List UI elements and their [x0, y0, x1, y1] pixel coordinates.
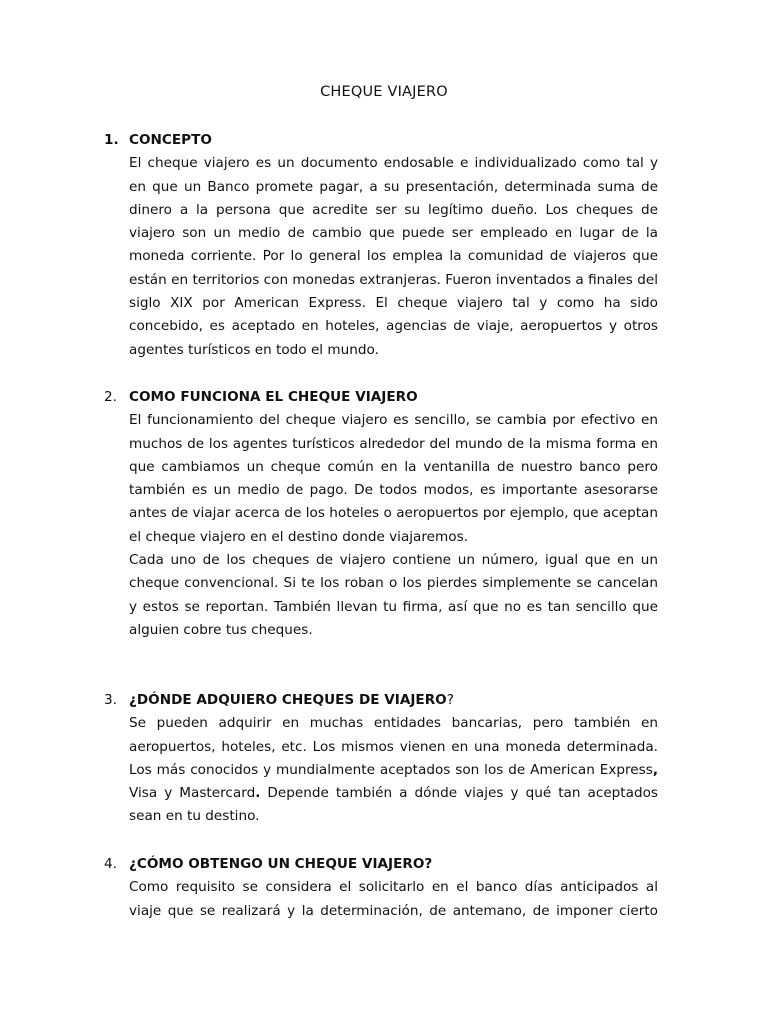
document-title: CHEQUE VIAJERO: [320, 84, 448, 100]
section-number: 4.: [104, 856, 117, 872]
paragraph-text: Se pueden adquirir en muchas entidades bancarias, pero también en aeropuertos, hoteles, etc. Los mismos vienen en una moneda determinada. Los más conocidos y mundialmente aceptados son los de American Express: [129, 715, 658, 778]
section-body: [129, 876, 658, 923]
section-concepto: [104, 129, 658, 362]
section-heading: [104, 129, 658, 152]
section-como-funciona: [104, 386, 658, 642]
section-title-suffix: ?: [446, 692, 454, 708]
section-heading: [104, 689, 658, 712]
paragraph-bold-period: .: [255, 785, 261, 802]
section-heading: [104, 853, 658, 876]
section-heading: [104, 386, 658, 409]
paragraph: El funcionamiento del cheque viajero es sencillo, se cambia por efectivo en muchos de los agentes turísticos alrededor del mundo de la misma forma en que cambiamos un cheque común en la ventanilla de nuestro banco pero también es un medio de pago. De todos modos, es importante asesorarse antes de viajar acerca de los hoteles o aeropuertos por ejemplo, que aceptan el cheque viajero en el destino donde viajaremos.: [129, 412, 658, 545]
paragraph-text: Visa y Mastercard: [129, 785, 256, 802]
paragraph: El cheque viajero es un documento endosable e individualizado como tal y en que un Banco promete pagar, a su presentación, determinada suma de dinero a la persona que acredite ser su legítimo dueño. Los cheques de viajero son un medio de cambio que puede ser empleado en lugar de la moneda corriente. Por lo general los emplea la comunidad de viajeros que están en territorios con monedas extranjeras. Fueron inventados a finales del siglo XIX por American Express. El cheque viajero tal y como ha sido concebido, es aceptado en hoteles, agencias de viaje, aeropuertos y otros agentes turísticos en todo el mundo.: [129, 155, 658, 358]
section-donde-adquiero: [104, 689, 658, 829]
section-body: [129, 712, 658, 828]
section-body: [129, 152, 658, 362]
section-number: 1.: [104, 132, 119, 148]
section-number: 3.: [104, 692, 117, 708]
paragraph: [129, 712, 658, 828]
section-title-text: ¿DÓNDE ADQUIERO CHEQUES DE VIAJERO: [129, 692, 447, 708]
section-title: CONCEPTO: [129, 132, 212, 148]
paragraph-bold-comma: ,: [652, 761, 658, 778]
paragraph: Como requisito se considera el solicitarlo en el banco días anticipados al viaje que se realizará y la determinación, de antemano, de imponer cierto: [129, 879, 658, 919]
paragraph-text: Depende también a dónde viajes y qué tan aceptados sean en tu destino.: [129, 785, 658, 825]
section-title: COMO FUNCIONA EL CHEQUE VIAJERO: [129, 389, 418, 405]
section-como-obtengo: [104, 853, 658, 923]
section-body: [129, 409, 658, 642]
section-number: 2.: [104, 389, 117, 405]
paragraph: Cada uno de los cheques de viajero contiene un número, igual que en un cheque convencional. Si te los roban o los pierdes simplemente se cancelan y estos se reportan. También llevan tu firma, así que no es tan sencillo que alguien cobre tus cheques.: [129, 552, 658, 638]
section-title: ¿CÓMO OBTENGO UN CHEQUE VIAJERO?: [129, 856, 433, 872]
section-title: [129, 689, 454, 712]
